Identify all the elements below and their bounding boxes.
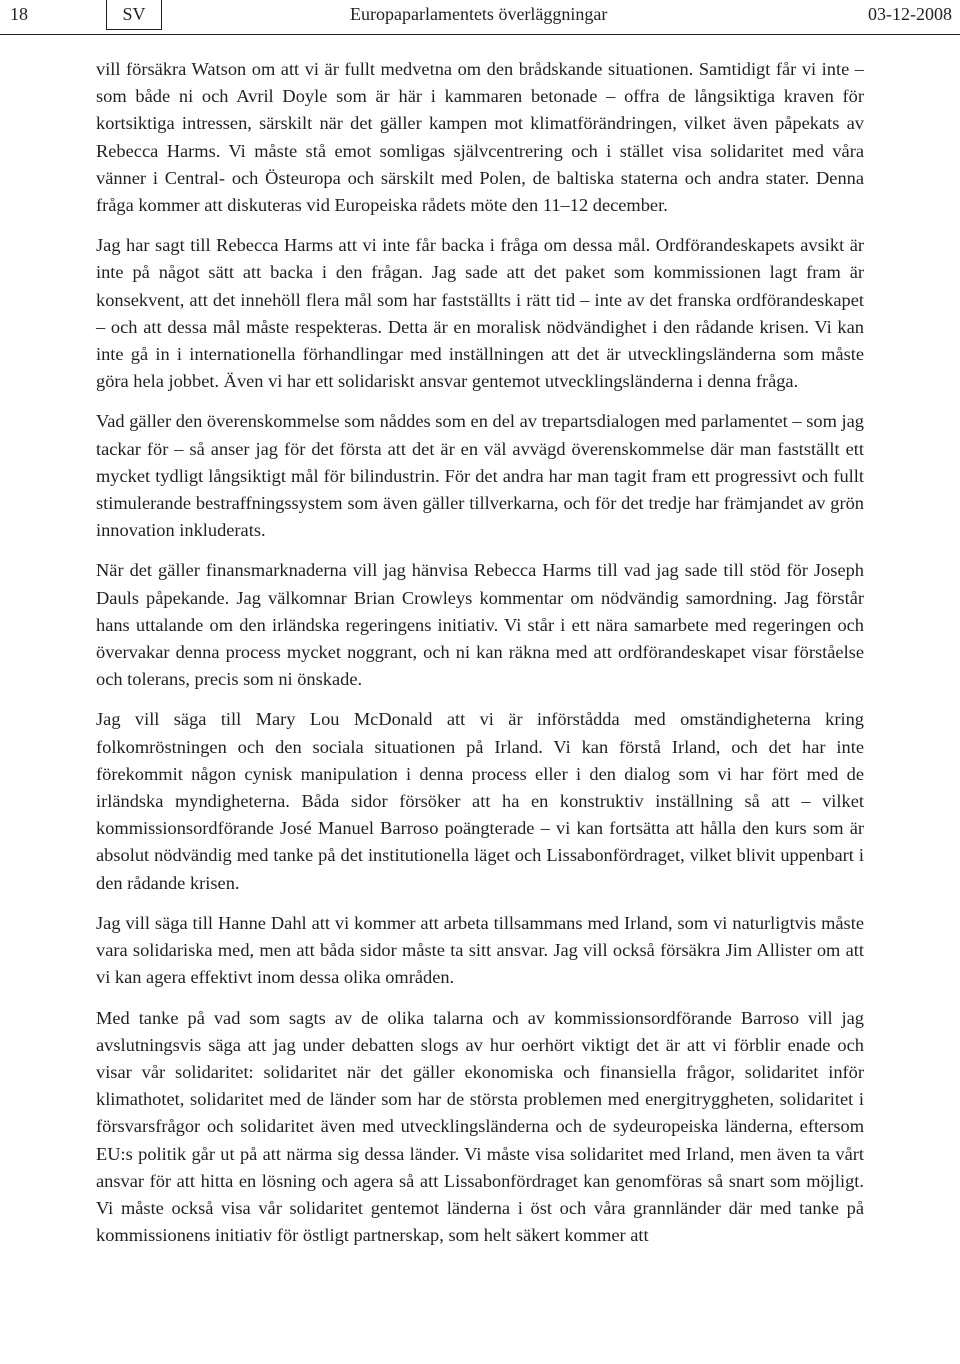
paragraph: vill försäkra Watson om att vi är fullt medvetna om den brådskande situationen. Samtidigt får vi inte – som både ni och Avril Doyle som är här i kammaren betonade – offra de långsiktiga kraven för kortsiktiga intressen, särskilt när det gäller kampen mot klimatförändringen, vilket även påpekats av Rebecca Harms. Vi måste stå emot somligas självcentrering och i stället visa solidaritet med våra vänner i Central- och Östeuropa och särskilt med Polen, de baltiska staterna och andra stater. Denna fråga kommer att diskuteras vid Europeiska rådets möte den 11–12 december. bbox=[96, 59, 864, 216]
paragraph: Jag vill säga till Mary Lou McDonald att vi är införstådda med omständigheterna kring folkomröstningen och den sociala situationen på Irland. Vi kan förstå Irland, och det har inte förekommit någon cynisk manipulation i denna process eller i den dialog som vi har fört med de irländska myndigheterna. Båda sidor försöker att ha en konstruktiv inställning så att – vilket kommissionsordförande José Manuel Barroso poängterade – vi kan fortsätta att hålla den kurs som är absolut nödvändig med tanke på det institutionella läget och Lissabonfördraget, vilket blivit uppenbart i den rådande krisen. bbox=[96, 709, 864, 893]
header-divider bbox=[0, 34, 960, 35]
page-header bbox=[0, 0, 960, 34]
paragraph: Vad gäller den överenskommelse som nåddes som en del av trepartsdialogen med parlamentet – som jag tackar för – så anser jag för det första att det är en väl avvägd överenskommelse där man fastställt ett mycket tydligt långsiktigt mål för bilindustrin. För det andra har man tagit fram ett progressivt och fullt stimulerande bestraffningssystem som även gäller tillverkarna, och för det tredje har främjandet av grön innovation inkluderats. bbox=[96, 411, 864, 541]
paragraph: Med tanke på vad som sagts av de olika talarna och av kommissionsordförande Barroso vill jag avslutningsvis säga att jag under debatten slogs av hur oerhört viktigt det är att vi förblir enade och visar vår solidaritet: solidaritet när det gäller ekonomiska och finansiella frågor, solidaritet inför klimathotet, solidaritet med de länder som har de största problemen med energitryggheten, solidaritet i försvarsfrågor och solidaritet även med utvecklingsländerna och de sydeuropeiska länderna, eftersom EU:s politik går ut på att närma sig dessa länder. Vi måste visa solidaritet med Irland, men även ta vårt ansvar för att hitta en lösning och agera så att Lissabonfördraget kan genomföras så snart som möjligt. Vi måste också visa vår solidaritet gentemot länderna i öst och våra grannländer där med tanke på kommissionens initiativ för östligt partnerskap, som helt säkert kommer att bbox=[96, 1007, 864, 1246]
page-number: 18 bbox=[10, 4, 28, 24]
document-date: 03-12-2008 bbox=[868, 4, 952, 24]
language-code-box: SV bbox=[106, 0, 162, 30]
paragraph: Jag har sagt till Rebecca Harms att vi inte får backa i fråga om dessa mål. Ordförandeskapets avsikt är inte på något sätt att backa i den frågan. Jag sade att det paket som kommissionen lagt fram är konsekvent, att det innehöll flera mål som har fastställts i rätt tid – inte av det franska ordförandeskapet – och att dessa mål måste respekteras. Detta är en moralisk nödvändighet i den rådande krisen. Vi kan inte gå in i internationella förhandlingar med inställningen att det är utvecklingsländerna som måste göra hela jobbet. Även vi har ett solidariskt ansvar gentemot utvecklingsländerna i denna fråga. bbox=[96, 235, 864, 392]
document-title: Europaparlamentets överläggningar bbox=[350, 4, 608, 24]
paragraph: När det gäller finansmarknaderna vill jag hänvisa Rebecca Harms till vad jag sade till stöd för Joseph Dauls påpekande. Jag välkomnar Brian Crowleys kommentar om nödvändig samordning. Jag förstår hans uttalande om den irländska regeringens initiativ. Vi står i ett nära samarbete med regeringen och övervakar denna process mycket noggrant, och ni kan räkna med att ordförandeskapet visar förståelse och tolerans, precis som ni önskade. bbox=[96, 560, 864, 690]
paragraph: Jag vill säga till Hanne Dahl att vi kommer att arbeta tillsammans med Irland, som vi naturligtvis måste vara solidariska med, men att båda sidor måste ta sitt ansvar. Jag vill också försäkra Jim Allister om att vi kan agera effektivt inom dessa olika områden. bbox=[96, 912, 864, 988]
body-text bbox=[96, 56, 864, 1262]
